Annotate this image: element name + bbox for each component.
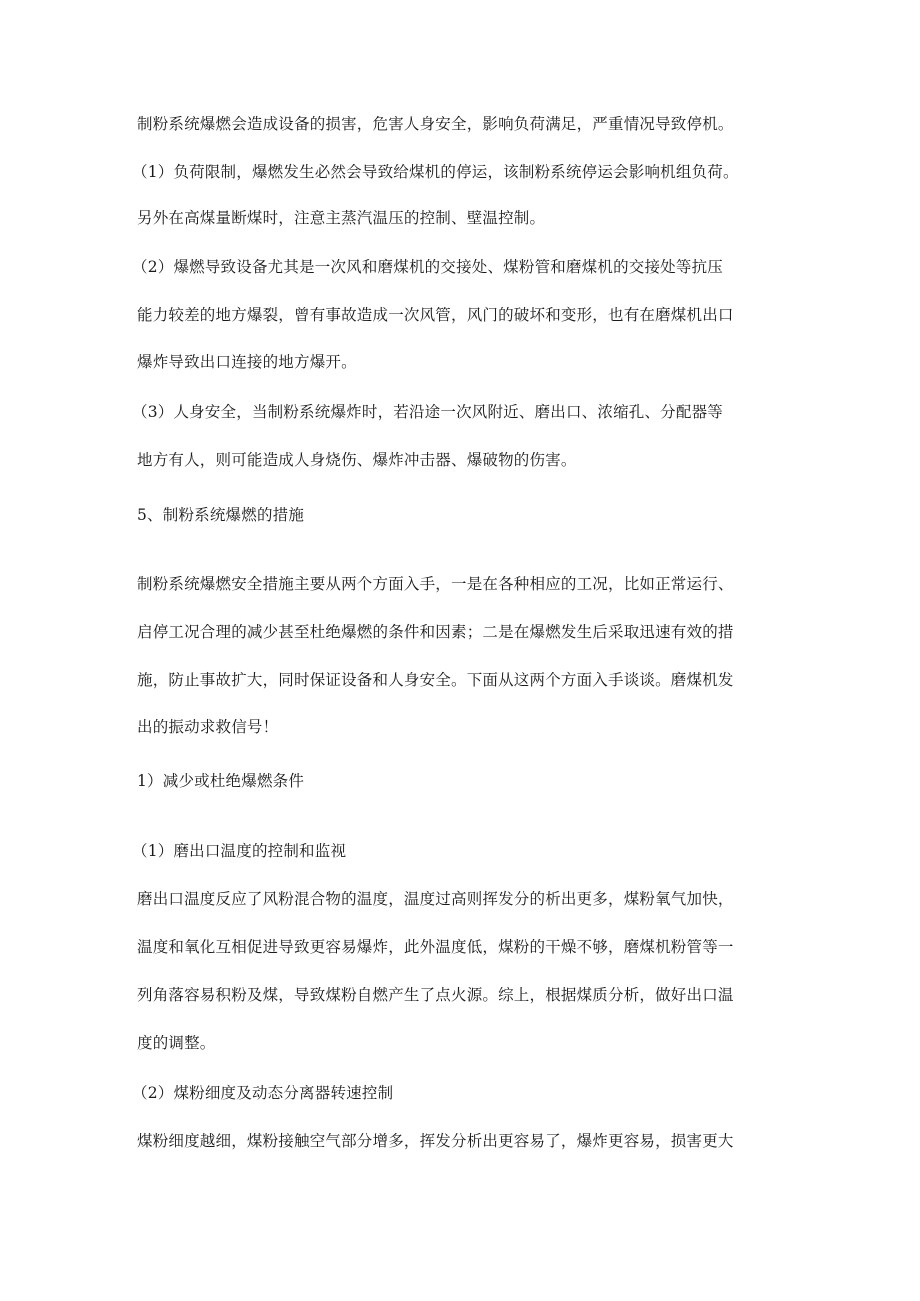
text-line: 爆炸导致出口连接的地方爆开。 xyxy=(137,353,357,371)
text-line: （2）爆燃导致设备尤其是一次风和磨煤机的交接处、煤粉管和磨煤机的交接处等抗压 xyxy=(132,258,723,276)
text-line: 启停工况合理的减少甚至杜绝爆燃的条件和因素；二是在爆燃发生后采取迅速有效的措 xyxy=(137,623,734,641)
text-line: 施，防止事故扩大，同时保证设备和人身安全。下面从这两个方面入手谈谈。磨煤机发 xyxy=(137,671,734,689)
text-line: 列角落容易积粉及煤，导致煤粉自燃产生了点火源。综上，根据煤质分析，做好出口温 xyxy=(137,986,734,1004)
text-line: 温度和氧化互相促进导致更容易爆炸，此外温度低，煤粉的干燥不够，磨煤机粉管等一 xyxy=(137,938,734,956)
text-line: 地方有人，则可能造成人身烧伤、爆炸冲击器、爆破物的伤害。 xyxy=(137,451,577,469)
text-line: 制粉系统爆燃安全措施主要从两个方面入手，一是在各种相应的工况，比如正常运行、 xyxy=(137,575,734,593)
subsection-heading: 1）减少或杜绝爆燃条件 xyxy=(137,772,305,790)
text-line: （3）人身安全，当制粉系统爆炸时，若沿途一次风附近、磨出口、浓缩孔、分配器等 xyxy=(132,403,723,421)
subsection-heading: （1）磨出口温度的控制和监视 xyxy=(132,842,347,860)
text-line: 度的调整。 xyxy=(137,1034,216,1052)
text-line: （1）负荷限制，爆燃发生必然会导致给煤机的停运，该制粉系统停运会影响机组负荷。 xyxy=(132,163,739,181)
text-line: 另外在高煤量断煤时，注意主蒸汽温压的控制、壁温控制。 xyxy=(137,209,546,227)
text-line: 磨出口温度反应了风粉混合物的温度，温度过高则挥发分的析出更多，煤粉氧气加快， xyxy=(137,890,734,908)
subsection-heading: （2）煤粉细度及动态分离器转速控制 xyxy=(132,1084,394,1102)
text-line: 煤粉细度越细，煤粉接触空气部分增多，挥发分析出更容易了，爆炸更容易，损害更大 xyxy=(137,1132,734,1150)
section-heading: 5、制粉系统爆燃的措施 xyxy=(137,506,305,524)
text-line: 出的振动求救信号！ xyxy=(137,718,279,736)
text-line: 能力较差的地方爆裂，曾有事故造成一次风管，风门的破坏和变形，也有在磨煤机出口 xyxy=(137,306,734,324)
text-line: 制粉系统爆燃会造成设备的损害，危害人身安全，影响负荷满足，严重情况导致停机。 xyxy=(137,115,734,133)
